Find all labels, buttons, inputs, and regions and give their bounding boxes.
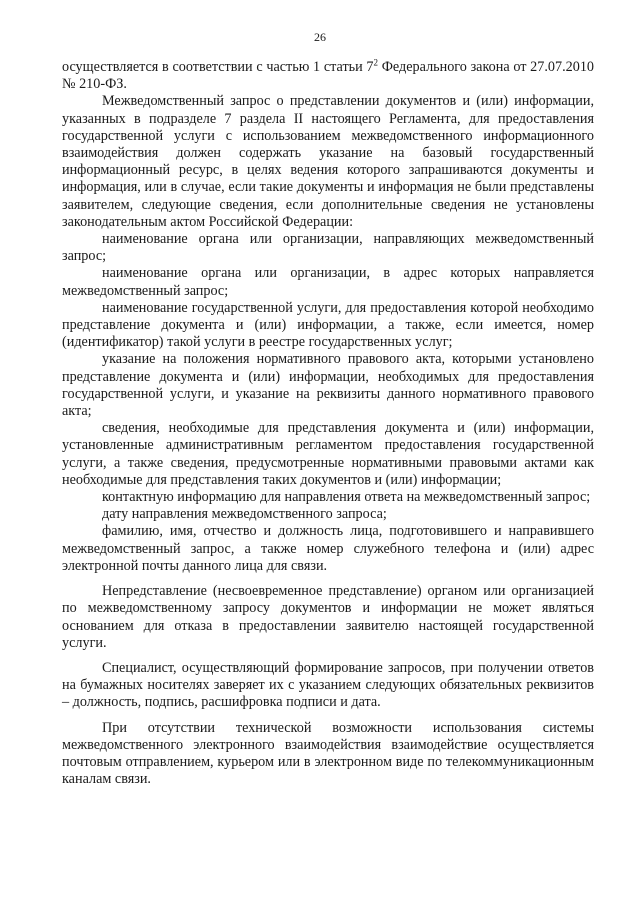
list-item-responsible-person: фамилию, имя, отчество и должность лица, подготовившего и направившего межведомственный запрос, а также номер служебного телефона и (или) адрес электронной почты данного лица для связи. bbox=[62, 523, 594, 574]
list-item-request-date: дату направления межведомственного запроса; bbox=[102, 506, 387, 523]
article-superscript: 2 bbox=[373, 57, 379, 68]
paragraph-specialist-certification: Специалист, осуществляющий формирование запросов, при получении ответов на бумажных носителях заверяет их с указанием следующих обязательных реквизитов – должность, подпись, расшифровка подписи и дата. bbox=[62, 659, 594, 711]
list-item-legal-act: указание на положения нормативного правового акта, которыми установлено представление документа и (или) информации, необходимых для предоставления государственной услуги, и указание на реквизиты данного нормативного правового акта; bbox=[62, 351, 594, 420]
opening-text-continued: Федерального закона от 27.07.2010 № 210-ФЗ. bbox=[62, 59, 595, 93]
opening-paragraph bbox=[62, 59, 594, 93]
paragraph-request-requirements: Межведомственный запрос о представлении документов и (или) информации, указанных в подразделе 7 раздела II настоящего Регламента, для предоставления государственной услуги с использованием межведомственного информационного взаимодействия должен содержать указание на базовый государственный информационный ресурс, в целях ведения которого запрашиваются документы и информация, или в случае, если такие документы и информация не были представлены заявителем, следующие сведения, если дополнительные сведения не установлены законодательным актом Российской Федерации: bbox=[62, 93, 594, 230]
paragraph-non-submission: Непредставление (несвоевременное представление) органом или организацией по межведомственному запросу документов и информации не может являться основанием для отказа в предоставлении заявителю настоящей государственной услуги. bbox=[62, 583, 594, 651]
list-item-required-info: сведения, необходимые для представления документа и (или) информации, установленные административным регламентом предоставления государственной услуги, а также сведения, предусмотренные нормативными правовыми актами как необходимые для представления таких документов и (или) информации; bbox=[62, 420, 594, 488]
opening-text: осуществляется в соответствии с частью 1 статьи 7 bbox=[62, 59, 374, 75]
list-item-contact-info: контактную информацию для направления ответа на межведомственный запрос; bbox=[102, 489, 591, 506]
body-text bbox=[62, 59, 594, 788]
page-number: 26 bbox=[314, 30, 326, 44]
list-item-service-name: наименование государственной услуги, для предоставления которой необходимо представление документа и (или) информации, а также, если имеется, номер (идентификатор) такой услуги в реестре государственных услуг; bbox=[62, 299, 594, 351]
paragraph-postal-interaction: При отсутствии технической возможности использования системы межведомственного электронного взаимодействия взаимодействие осуществляется почтовым отправлением, курьером или в электронном виде по телекоммуникационным каналам связи. bbox=[62, 719, 594, 788]
list-item-requesting-organ: наименование органа или организации, направляющих межведомственный запрос; bbox=[62, 231, 594, 265]
list-item-addressee-organ: наименование органа или организации, в адрес которых направляется межведомственный запрос; bbox=[62, 265, 594, 299]
